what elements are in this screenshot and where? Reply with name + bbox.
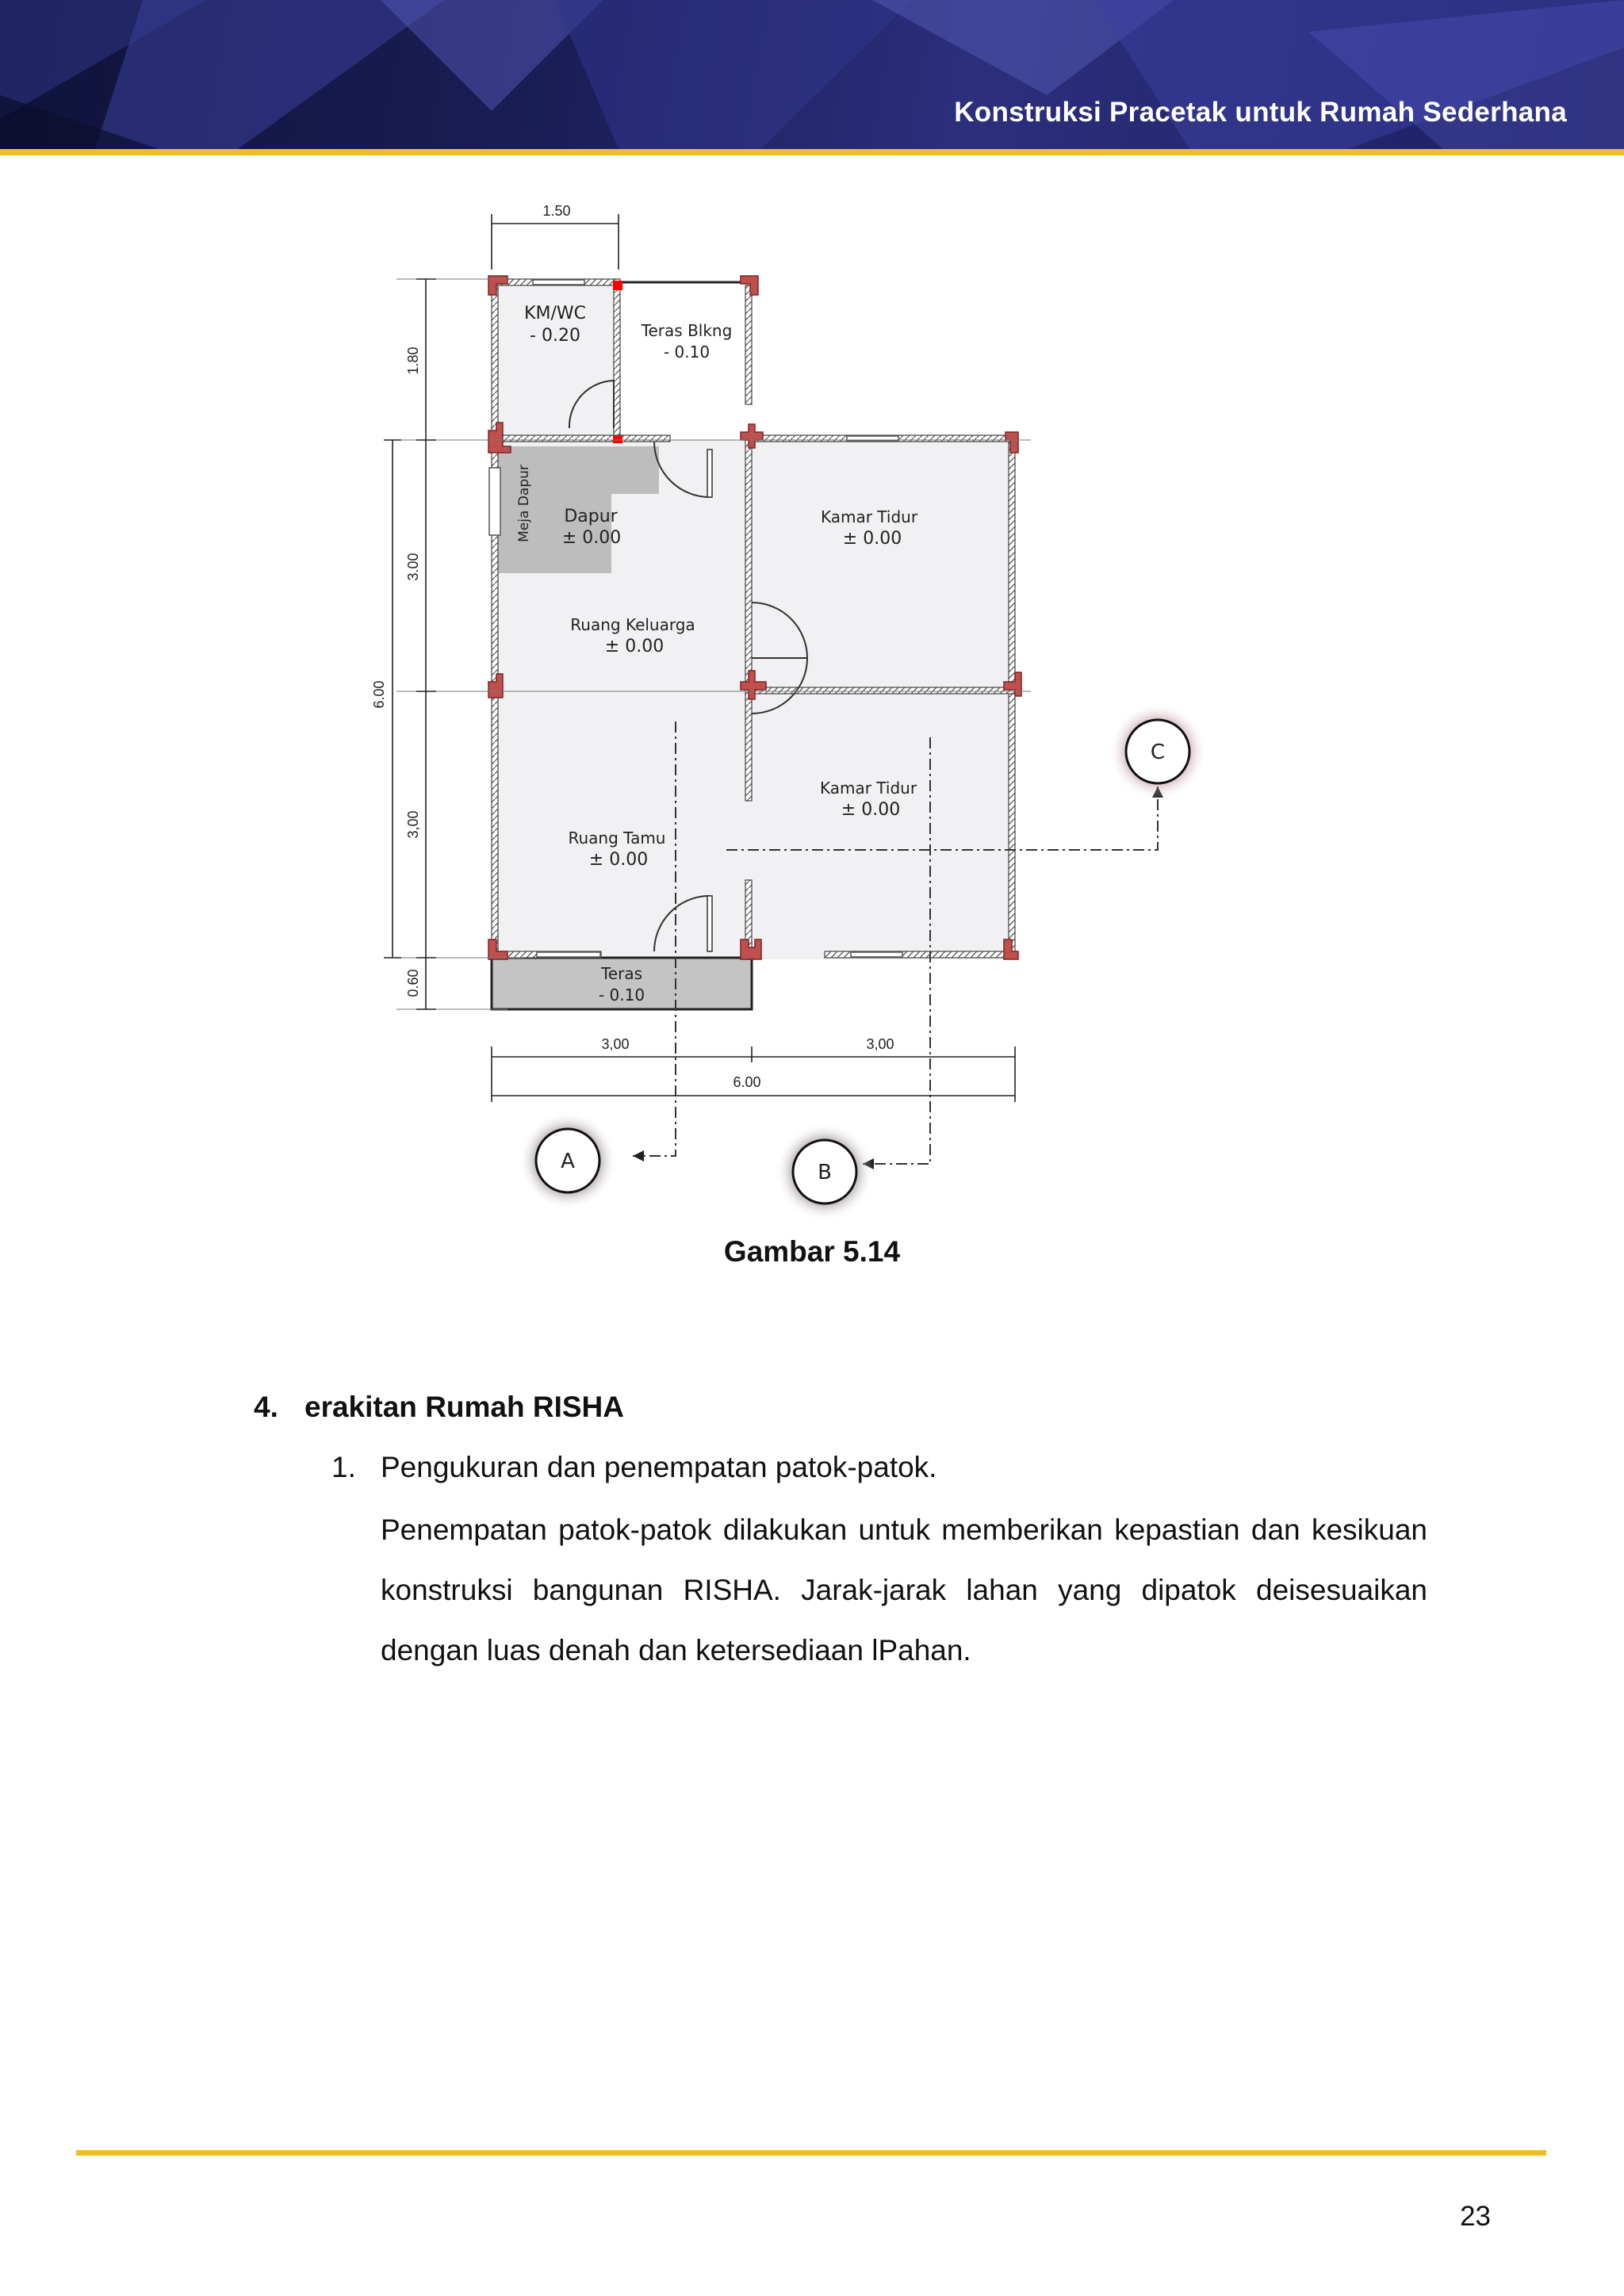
level-kamar-tidur-2: ± 0.00 (841, 800, 901, 820)
label-kamar-tidur-2: Kamar Tidur (819, 779, 917, 798)
header-accent-bar (0, 149, 1624, 155)
list-item-title: Pengukuran dan penempatan patok-patok. (381, 1451, 937, 1483)
label-teras-blkng: Teras Blkng (641, 321, 733, 340)
level-dapur: ± 0.00 (561, 528, 622, 548)
label-teras: Teras (600, 964, 643, 983)
list-item (331, 1451, 936, 1484)
dim-top: 1.50 (542, 203, 571, 219)
section-marker-a-label: A (561, 1150, 575, 1173)
page-header (0, 0, 1624, 149)
body-paragraph: Penempatan patok-patok dilakukan untuk memberikan kepastian dan kesikuan konstruksi bangunan RISHA. Jarak-jarak lahan yang dipatok deisesuaikan dengan luas denah dan ketersediaan lPahan. (381, 1513, 1427, 1667)
label-km-wc: KM/WC (524, 304, 586, 323)
label-ruang-keluarga: Ruang Keluarga (570, 615, 695, 634)
figure-caption: Gambar 5.14 (723, 1235, 901, 1268)
section-marker-b (776, 1123, 874, 1221)
label-kamar-tidur-1: Kamar Tidur (820, 507, 918, 526)
level-ruang-tamu: ± 0.00 (588, 850, 649, 870)
label-ruang-tamu: Ruang Tamu (568, 828, 666, 848)
section-heading (254, 1391, 624, 1424)
dim-bottom-total: 6.00 (733, 1074, 761, 1090)
section-marker-b-label: B (818, 1161, 832, 1184)
dim-bottom-left: 3,00 (601, 1036, 630, 1052)
section-number: 4. (254, 1391, 278, 1423)
dim-left-lower: 3,00 (405, 810, 421, 839)
floor-plan (349, 190, 1269, 1221)
dim-left-wc: 1.80 (405, 346, 421, 375)
dim-bottom-right: 3,00 (866, 1036, 894, 1052)
page-number: 23 (1460, 2201, 1491, 2232)
dim-left-total: 6.00 (371, 680, 387, 709)
section-marker-a (519, 1112, 617, 1210)
section-marker-c-label: C (1150, 740, 1166, 764)
section-marker-c (1109, 702, 1207, 801)
level-teras-blkng: - 0.10 (663, 342, 710, 362)
floor-areas (492, 279, 1015, 1009)
label-dapur: Dapur (564, 507, 618, 526)
list-item-number: 1. (331, 1451, 356, 1483)
level-teras: - 0.10 (598, 985, 645, 1004)
label-meja-dapur: Meja Dapur (516, 465, 532, 542)
level-kamar-tidur-1: ± 0.00 (842, 529, 902, 549)
level-km-wc: - 0.20 (530, 326, 580, 346)
level-ruang-keluarga: ± 0.00 (604, 637, 665, 656)
kitchen-counter-ext (611, 446, 659, 494)
footer-accent-line (76, 2150, 1546, 2156)
dim-left-upper: 3.00 (405, 553, 421, 581)
header-title: Konstruksi Pracetak untuk Rumah Sederhana (954, 97, 1567, 128)
section-title: erakitan Rumah RISHA (304, 1391, 624, 1423)
dim-left-teras: 0.60 (405, 969, 421, 997)
